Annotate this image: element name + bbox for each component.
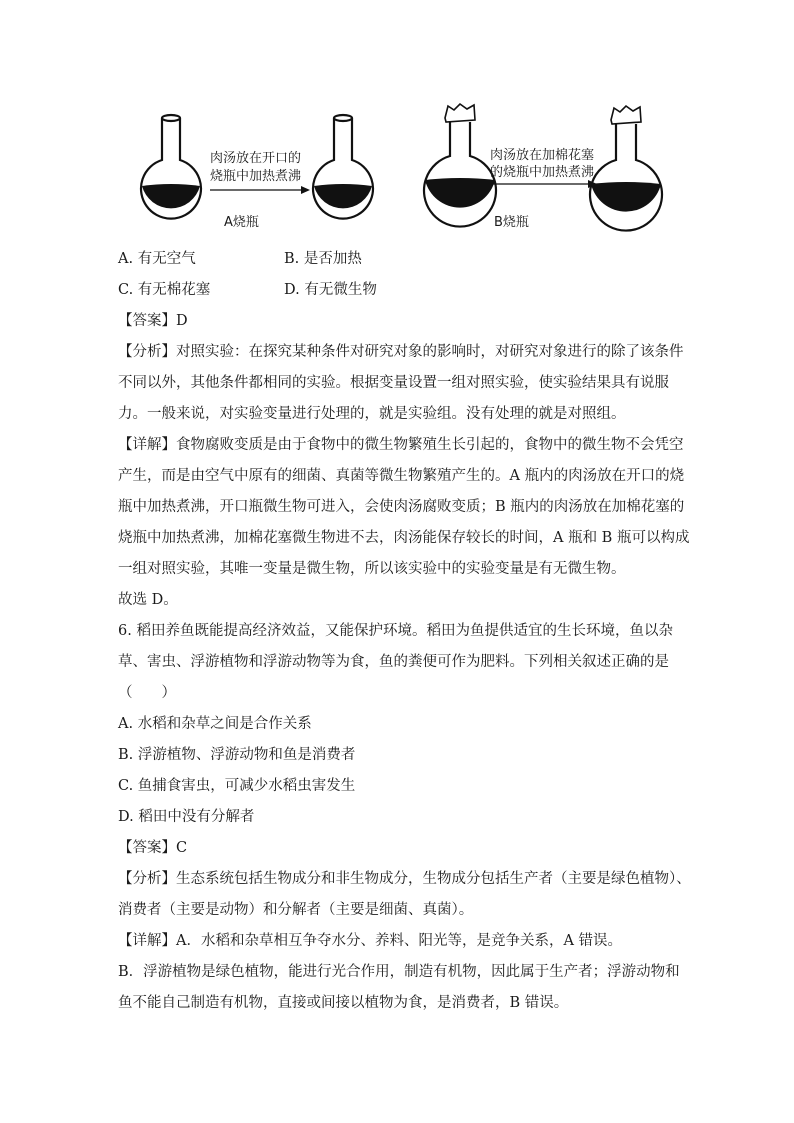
flask-b-after: [590, 124, 662, 231]
q5-conclusion: 故选 D。: [118, 592, 178, 608]
q6-analysis-line: 消费者（主要是动物）和分解者（主要是细菌、真菌）。: [118, 902, 474, 918]
broth-a2: [314, 184, 372, 208]
q5-analysis-line: 力。一般来说，对实验变量进行处理的，就是实验组。没有处理的就是对照组。: [118, 406, 626, 422]
caption-a: A烧瓶: [224, 215, 259, 230]
document-body: [118, 244, 691, 1019]
q5-options-row-2: [118, 275, 678, 306]
q6-detail-line: 鱼不能自己制造有机物，直接或间接以植物为食，是消费者，B 错误。: [118, 995, 569, 1011]
broth-a1: [142, 184, 200, 208]
q6-option-b: B. 浮游植物、浮游动物和鱼是消费者: [118, 747, 356, 763]
q6-stem-line: （ ）: [118, 685, 176, 701]
q6-stem-line: 6. 稻田养鱼既能提高经济效益，又能保护环境。稻田为鱼提供适宜的生长环境，鱼以杂: [118, 623, 673, 639]
cotton-plug-icon: [611, 106, 641, 124]
q5-analysis-line: 不同以外，其他条件都相同的实验。根据变量设置一组对照实验，使实验结果具有说服: [118, 375, 669, 391]
q5-option-b: B. 是否加热: [284, 251, 362, 267]
flask-b-before: [424, 122, 496, 227]
broth-b1: [425, 178, 495, 208]
q6-detail-line: 【详解】A．水稻和杂草相互争夺水分、养料、阳光等，是竞争关系，A 错误。: [118, 933, 623, 949]
experiment-figure: [118, 100, 678, 240]
q6-stem-line: 草、害虫、浮游植物和浮游动物等为食，鱼的粪便可作为肥料。下列相关叙述正确的是: [118, 654, 669, 670]
q5-options-row-1: [118, 244, 678, 275]
q5-detail-line: 一组对照实验，其唯一变量是微生物，所以该实验中的实验变量是有无微生物。: [118, 561, 626, 577]
cotton-plug-icon: [445, 104, 475, 122]
q5-detail-line: 【详解】食物腐败变质是由于食物中的微生物繁殖生长引起的，食物中的微生物不会凭空: [118, 437, 684, 453]
q5-option-a: A. 有无空气: [118, 251, 196, 267]
q6-answer: 【答案】C: [118, 840, 188, 856]
q6-option-a: A. 水稻和杂草之间是合作关系: [118, 716, 312, 732]
q5-detail-line: 瓶中加热煮沸，开口瓶微生物可进入，会使肉汤腐败变质；B 瓶内的肉汤放在加棉花塞的: [118, 499, 685, 515]
q5-analysis-line: 【分析】对照实验：在探究某种条件对研究对象的影响时，对研究对象进行的除了该条件: [118, 344, 684, 360]
q5-detail-line: 产生，而是由空气中原有的细菌、真菌等微生物繁殖产生的。A 瓶内的肉汤放在开口的烧: [118, 468, 685, 484]
label-a-line1: 肉汤放在开口的: [210, 151, 302, 166]
label-b-line2: 的烧瓶中加热煮沸: [490, 165, 595, 180]
label-a-line2: 烧瓶中加热煮沸: [210, 169, 302, 184]
q6-detail-line: B．浮游植物是绿色植物，能进行光合作用，制造有机物，因此属于生产者；浮游动物和: [118, 964, 680, 980]
q6-option-c: C. 鱼捕食害虫，可减少水稻虫害发生: [118, 778, 356, 794]
q5-option-c: C. 有无棉花塞: [118, 282, 211, 298]
q5-option-d: D. 有无微生物: [284, 282, 377, 298]
q6-option-d: D. 稻田中没有分解者: [118, 809, 255, 825]
q5-answer: 【答案】D: [118, 313, 188, 329]
q5-detail-line: 烧瓶中加热煮沸，加棉花塞微生物进不去，肉汤能保存较长的时间，A 瓶和 B 瓶可以构成: [118, 530, 690, 546]
caption-b: B烧瓶: [494, 215, 529, 230]
label-b-line1: 肉汤放在加棉花塞: [490, 148, 595, 163]
broth-b2: [591, 182, 661, 212]
q6-analysis-line: 【分析】生态系统包括生物成分和非生物成分，生物成分包括生产者（主要是绿色植物）、: [118, 871, 691, 887]
